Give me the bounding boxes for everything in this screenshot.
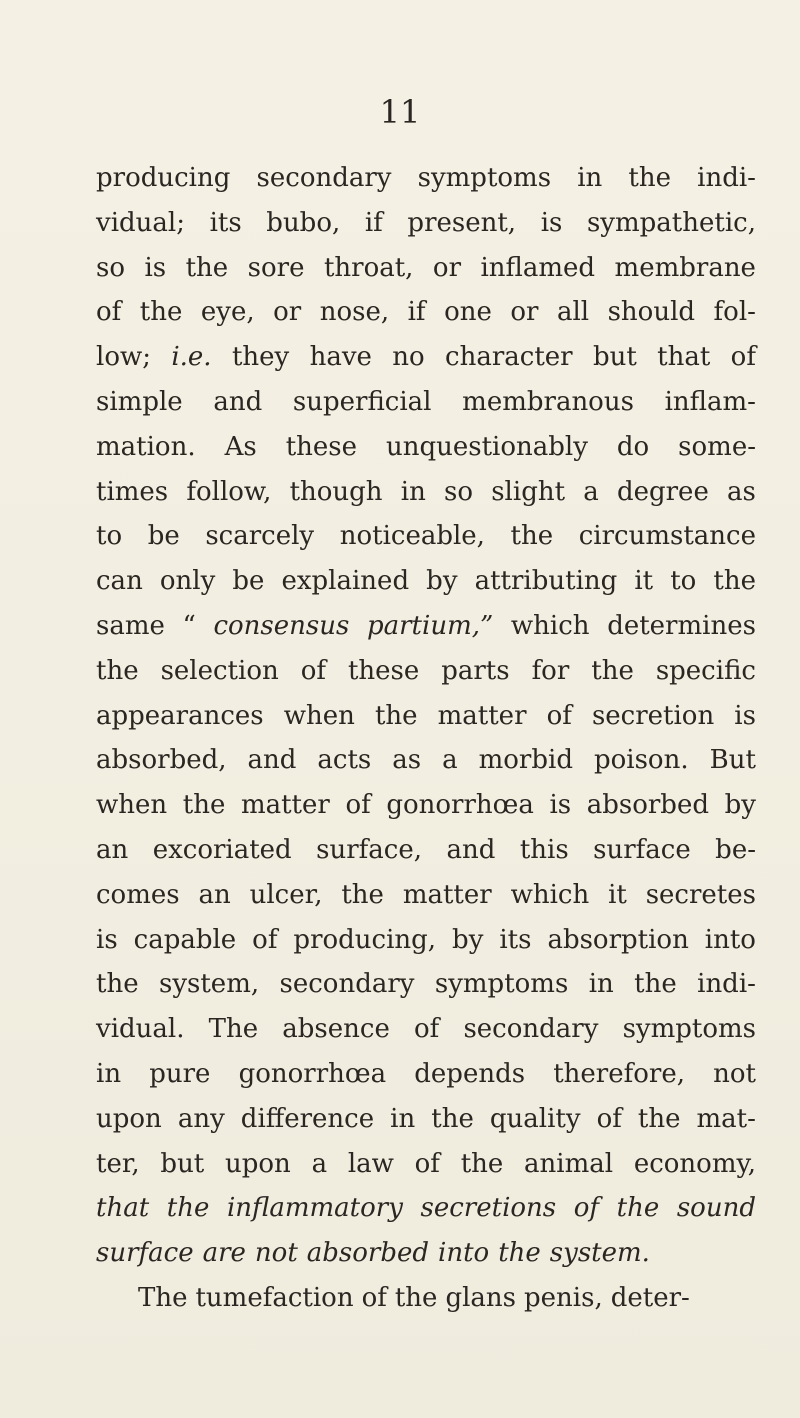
word: which bbox=[510, 879, 590, 910]
word: pure bbox=[149, 1058, 211, 1089]
word: a bbox=[311, 1148, 328, 1179]
word: low; bbox=[96, 342, 151, 373]
word: for bbox=[531, 655, 570, 686]
word: the bbox=[96, 655, 139, 686]
word: nose, bbox=[319, 297, 390, 328]
word: slight bbox=[491, 476, 566, 507]
word: attributing bbox=[474, 566, 618, 597]
word: the bbox=[96, 969, 139, 1000]
word: surface bbox=[96, 1238, 194, 1269]
word: upon bbox=[225, 1148, 291, 1179]
word: and bbox=[446, 834, 496, 865]
word: character bbox=[445, 342, 573, 373]
word: of bbox=[546, 700, 572, 731]
word: or bbox=[432, 252, 462, 283]
text-line bbox=[96, 962, 756, 1007]
word: in bbox=[390, 1103, 416, 1134]
word: symptoms bbox=[417, 163, 552, 193]
word: absence bbox=[282, 1014, 390, 1045]
word: gonorrhœa bbox=[238, 1058, 387, 1089]
text-line bbox=[96, 1007, 756, 1052]
word: animal bbox=[524, 1148, 614, 1179]
text-line bbox=[96, 470, 756, 515]
word: penis, bbox=[524, 1282, 603, 1313]
word: i.e. bbox=[171, 342, 212, 373]
word: gonorrhœa bbox=[386, 790, 534, 821]
word: the bbox=[510, 521, 554, 552]
word: the bbox=[182, 790, 226, 821]
word: any bbox=[177, 1103, 225, 1134]
word: the bbox=[460, 1148, 504, 1179]
text-line bbox=[96, 1097, 756, 1142]
word: deter- bbox=[610, 1282, 690, 1313]
word: an bbox=[198, 879, 231, 910]
word: a bbox=[442, 745, 458, 776]
word: so bbox=[96, 252, 125, 283]
word: though bbox=[289, 476, 383, 507]
word: sympathetic, bbox=[586, 207, 756, 238]
word: is bbox=[144, 252, 167, 283]
word: in bbox=[588, 969, 614, 1000]
word: this bbox=[519, 834, 569, 865]
word: are bbox=[202, 1238, 246, 1269]
word: have bbox=[309, 342, 372, 373]
word: simple bbox=[96, 386, 183, 417]
word: of bbox=[596, 1103, 622, 1134]
word: difference bbox=[240, 1103, 375, 1134]
word: but bbox=[592, 342, 637, 373]
word: in bbox=[96, 1058, 122, 1089]
word: is bbox=[540, 207, 563, 238]
text-line bbox=[96, 1276, 756, 1321]
word: as bbox=[727, 476, 756, 507]
word: surface bbox=[593, 834, 691, 865]
word: is bbox=[549, 790, 572, 821]
word: the bbox=[634, 969, 677, 1000]
word: but bbox=[160, 1148, 205, 1179]
word: symptoms bbox=[434, 969, 569, 1000]
word: selection bbox=[160, 655, 279, 686]
word: secretion bbox=[591, 700, 715, 731]
text-line bbox=[96, 604, 756, 649]
word: The bbox=[208, 1014, 259, 1045]
word: one bbox=[444, 297, 492, 328]
word: or bbox=[510, 297, 539, 328]
word: which bbox=[510, 610, 590, 641]
body-text bbox=[96, 156, 756, 1321]
text-line bbox=[96, 559, 756, 604]
word: “ bbox=[182, 610, 196, 641]
word: excoriated bbox=[152, 834, 292, 865]
word: circumstance bbox=[578, 521, 756, 552]
word: ulcer, bbox=[249, 879, 323, 910]
word: absorbed bbox=[586, 790, 709, 821]
word: these bbox=[285, 431, 357, 462]
word: membranous bbox=[462, 386, 634, 417]
word: secondary bbox=[463, 1014, 599, 1045]
word: to bbox=[96, 521, 123, 552]
text-line bbox=[96, 156, 756, 201]
text-line bbox=[96, 694, 756, 739]
word: the bbox=[628, 163, 671, 193]
word: eye, bbox=[200, 297, 255, 328]
word: indi- bbox=[697, 969, 756, 1000]
word: But bbox=[709, 745, 756, 776]
word: absorption bbox=[547, 924, 689, 955]
word: not bbox=[254, 1238, 298, 1269]
word: in bbox=[577, 163, 603, 193]
word: appearances bbox=[96, 700, 264, 731]
word: The bbox=[138, 1282, 188, 1313]
word: that bbox=[657, 342, 711, 373]
word: symptoms bbox=[622, 1014, 756, 1045]
word: they bbox=[231, 342, 290, 373]
word: if bbox=[407, 297, 426, 328]
word: is bbox=[734, 700, 756, 731]
word: producing, bbox=[293, 924, 437, 955]
word: by bbox=[452, 924, 484, 955]
word: of bbox=[730, 342, 756, 373]
word: of bbox=[96, 297, 122, 328]
text-line bbox=[96, 873, 756, 918]
text-line bbox=[96, 425, 756, 470]
text-line bbox=[96, 514, 756, 559]
word: to bbox=[670, 566, 697, 597]
word: the bbox=[431, 1103, 474, 1134]
word: superficial bbox=[292, 386, 432, 417]
word: fol- bbox=[713, 297, 756, 328]
word: it bbox=[608, 879, 627, 910]
word: no bbox=[392, 342, 425, 373]
word: matter bbox=[240, 790, 330, 821]
word: comes bbox=[96, 879, 180, 910]
word: indi- bbox=[697, 163, 756, 193]
word: these bbox=[347, 655, 420, 686]
word: of bbox=[300, 655, 326, 686]
word: capable bbox=[133, 924, 237, 955]
word: when bbox=[96, 790, 168, 821]
text-line bbox=[96, 201, 756, 246]
word: of bbox=[414, 1148, 440, 1179]
word: the bbox=[139, 297, 183, 328]
word: into bbox=[438, 1238, 490, 1269]
word: morbid bbox=[478, 745, 573, 776]
text-line bbox=[96, 649, 756, 694]
word: the bbox=[591, 655, 634, 686]
word: system, bbox=[158, 969, 260, 1000]
text-line bbox=[96, 246, 756, 291]
word: explained bbox=[281, 566, 410, 597]
word: inflam- bbox=[664, 386, 756, 417]
word: times bbox=[96, 476, 169, 507]
word: all bbox=[556, 297, 590, 328]
word: sore bbox=[247, 252, 305, 283]
word: that bbox=[96, 1193, 150, 1224]
text-line bbox=[96, 335, 756, 380]
word: and bbox=[247, 745, 297, 776]
text-line bbox=[96, 1186, 756, 1231]
word: scarcely bbox=[205, 521, 315, 552]
word: vidual; bbox=[96, 207, 185, 238]
text-line bbox=[96, 1052, 756, 1097]
word: same bbox=[96, 610, 165, 641]
word: secretes bbox=[645, 879, 756, 910]
word: tumefaction bbox=[195, 1282, 354, 1313]
text-line bbox=[96, 290, 756, 335]
word: follow, bbox=[186, 476, 272, 507]
word: degree bbox=[616, 476, 709, 507]
word: the bbox=[341, 879, 384, 910]
word: if bbox=[364, 207, 383, 238]
text-line bbox=[96, 1142, 756, 1187]
word: noticeable, bbox=[339, 521, 485, 552]
word: secondary bbox=[279, 969, 415, 1000]
word: secretions bbox=[420, 1193, 557, 1224]
text-line bbox=[96, 783, 756, 828]
word: As bbox=[224, 431, 257, 462]
word: and bbox=[213, 386, 263, 417]
word: only bbox=[159, 566, 216, 597]
text-line bbox=[96, 738, 756, 783]
word: membrane bbox=[614, 252, 756, 283]
word: of bbox=[252, 924, 278, 955]
word: present, bbox=[407, 207, 517, 238]
word: matter bbox=[437, 700, 527, 731]
word: of bbox=[361, 1282, 387, 1313]
word: inflamed bbox=[480, 252, 596, 283]
word: by bbox=[426, 566, 458, 597]
word: upon bbox=[96, 1103, 162, 1134]
word: therefore, bbox=[553, 1058, 685, 1089]
word: economy, bbox=[633, 1148, 756, 1179]
word: specific bbox=[655, 655, 756, 686]
word: determines bbox=[607, 610, 756, 641]
word: of bbox=[414, 1014, 440, 1045]
page-number: 11 bbox=[379, 93, 421, 131]
word: system. bbox=[549, 1238, 650, 1269]
word: bubo, bbox=[266, 207, 341, 238]
word: absorbed, bbox=[96, 745, 227, 776]
word: surface, bbox=[316, 834, 423, 865]
word: be bbox=[232, 566, 265, 597]
word: vidual. bbox=[96, 1014, 185, 1045]
word: matter bbox=[402, 879, 492, 910]
text-line bbox=[96, 918, 756, 963]
word: as bbox=[392, 745, 422, 776]
word: absorbed bbox=[306, 1238, 430, 1269]
word: acts bbox=[317, 745, 372, 776]
word: is bbox=[96, 924, 118, 955]
word: law bbox=[347, 1148, 394, 1179]
word: secondary bbox=[256, 163, 392, 193]
word: its bbox=[209, 207, 242, 238]
word: partium,” bbox=[366, 610, 494, 641]
word: the bbox=[498, 1238, 541, 1269]
word: parts bbox=[441, 655, 510, 686]
word: inflammatory bbox=[226, 1193, 403, 1224]
word: poison. bbox=[593, 745, 689, 776]
word: by bbox=[724, 790, 756, 821]
word: in bbox=[400, 476, 426, 507]
word: the bbox=[616, 1193, 660, 1224]
word: it bbox=[634, 566, 654, 597]
word: depends bbox=[414, 1058, 526, 1089]
word: when bbox=[283, 700, 355, 731]
word: the bbox=[394, 1282, 438, 1313]
text-line bbox=[96, 828, 756, 873]
word: an bbox=[96, 834, 129, 865]
word: or bbox=[273, 297, 302, 328]
word: not bbox=[713, 1058, 756, 1089]
word: producing bbox=[96, 163, 231, 193]
word: sound bbox=[676, 1193, 756, 1224]
word: should bbox=[607, 297, 696, 328]
word: throat, bbox=[323, 252, 414, 283]
text-line bbox=[96, 1231, 756, 1276]
word: so bbox=[444, 476, 474, 507]
word: the bbox=[166, 1193, 210, 1224]
word: the bbox=[374, 700, 418, 731]
word: be bbox=[147, 521, 180, 552]
word: mation. bbox=[96, 431, 196, 462]
word: the bbox=[637, 1103, 681, 1134]
word: of bbox=[573, 1193, 600, 1224]
text-line bbox=[96, 380, 756, 425]
word: do bbox=[616, 431, 650, 462]
word: of bbox=[345, 790, 371, 821]
word: some- bbox=[678, 431, 756, 462]
word: mat- bbox=[696, 1103, 756, 1134]
word: a bbox=[583, 476, 599, 507]
word: consensus bbox=[213, 610, 350, 641]
word: the bbox=[185, 252, 229, 283]
word: into bbox=[704, 924, 756, 955]
word: be- bbox=[715, 834, 756, 865]
word: the bbox=[713, 566, 756, 597]
word: glans bbox=[445, 1282, 517, 1313]
word: its bbox=[499, 924, 532, 955]
word: can bbox=[96, 566, 143, 597]
word: unquestionably bbox=[385, 431, 588, 462]
word: quality bbox=[489, 1103, 581, 1134]
word: ter, bbox=[96, 1148, 140, 1179]
